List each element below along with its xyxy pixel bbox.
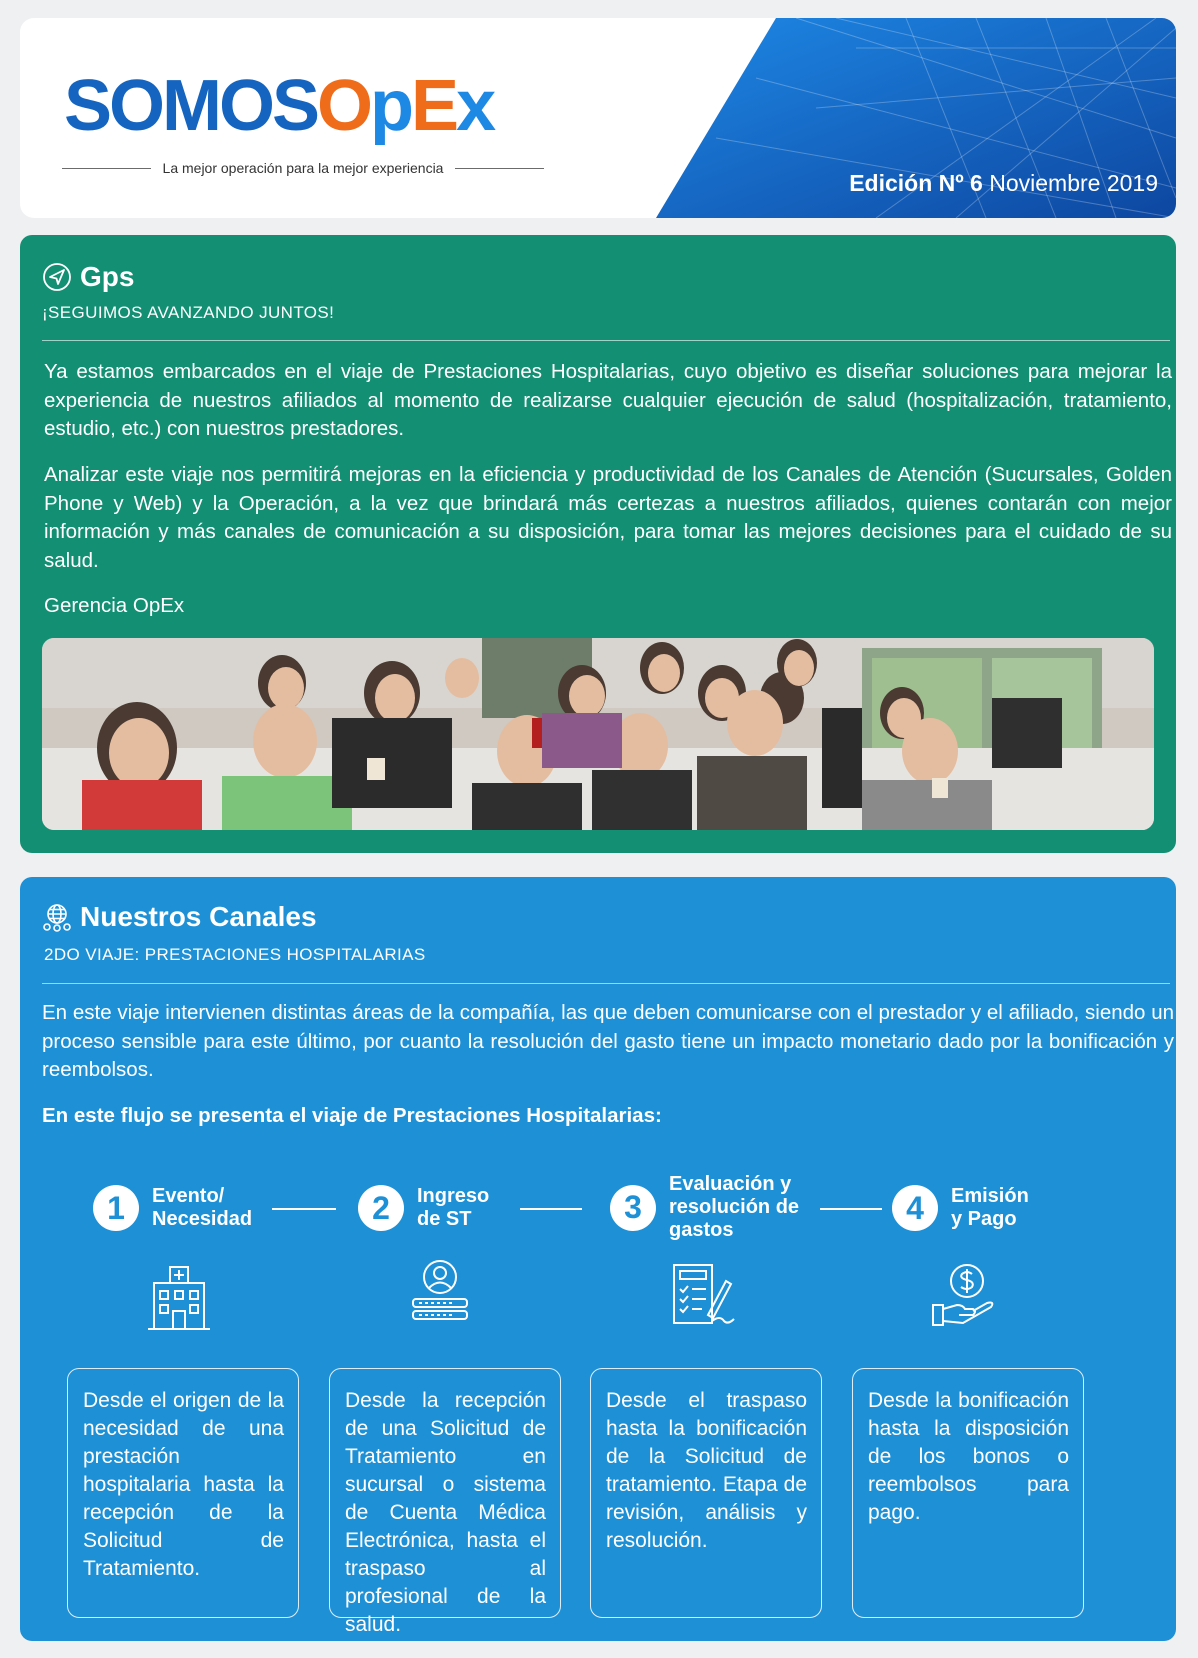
step-label	[951, 1185, 1029, 1231]
flow-step-2	[358, 1185, 489, 1231]
gps-signature: Gerencia OpEx	[44, 594, 185, 617]
flow-connector	[520, 1208, 582, 1210]
step-label	[417, 1185, 489, 1231]
hand-money-icon	[929, 1261, 999, 1331]
flow-step-3	[610, 1173, 799, 1242]
checklist-signature-icon	[668, 1259, 738, 1329]
step-label	[669, 1173, 799, 1242]
step-3-description: Desde el traspaso hasta la bonificación de la Solicitud de tratamiento. Etapa de revisión, análisis y resolución.	[590, 1368, 822, 1618]
step-number: 2	[358, 1185, 404, 1231]
gps-divider	[42, 340, 1170, 341]
edition-number: Edición Nº 6	[849, 170, 983, 196]
step-number: 1	[93, 1185, 139, 1231]
step-4-description: Desde la bonificación hasta la disposición de los bonos o reembolsos para pago.	[852, 1368, 1084, 1618]
gps-section	[20, 235, 1176, 853]
flow-intro: En este flujo se presenta el viaje de Prestaciones Hospitalarias:	[42, 1104, 662, 1127]
logo-p: p	[370, 66, 412, 146]
step-label-line: Ingreso	[417, 1185, 490, 1207]
step-label-line: Emisión	[951, 1185, 1029, 1207]
step-label-line: de ST	[417, 1208, 472, 1230]
step-label-line: resolución de	[669, 1196, 800, 1218]
gps-subtitle: ¡SEGUIMOS AVANZANDO JUNTOS!	[42, 303, 335, 322]
tagline-row	[62, 160, 544, 176]
logo-somos: SOMOS	[64, 66, 318, 146]
canales-subtitle: 2DO VIAJE: PRESTACIONES HOSPITALARIAS	[44, 945, 426, 964]
canales-paragraph: En este viaje intervienen distintas áreas de la compañía, las que deben comunicarse con el prestador y el afiliado, siendo un proceso sensible para este último, por cuanto la resolución del gasto tiene un impacto monetario dado por la bonificación y reembolsos.	[42, 1001, 1174, 1081]
logo-e: E	[411, 66, 457, 146]
step-label	[152, 1185, 252, 1231]
tagline-rule-left	[62, 168, 151, 169]
step-number: 3	[610, 1185, 656, 1231]
canales-title: Nuestros Canales	[80, 901, 317, 932]
flow-step-1	[93, 1185, 252, 1231]
navigation-arrow-icon	[42, 262, 72, 292]
team-group-photo	[42, 638, 1154, 830]
canales-section	[20, 877, 1176, 1641]
gps-paragraph-1: Ya estamos embarcados en el viaje de Prestaciones Hospitalarias, cuyo objetivo es diseñar soluciones para mejorar la experiencia de nuestros afiliados al momento de realizarse cualquier ejecución de salud (hospitalización, tratamiento, estudio, etc.) con nuestros prestadores.	[44, 360, 1172, 440]
flow-connector	[272, 1208, 336, 1210]
step-1-description: Desde el origen de la necesidad de una prestación hospitalaria hasta la recepción de la Solicitud de Tratamiento.	[67, 1368, 299, 1618]
newsletter-header	[20, 18, 1176, 218]
somosopex-logo	[64, 66, 494, 146]
step-2-description: Desde la recepción de una Solicitud de Tratamiento en sucursal o sistema de Cuenta Médica Electrónica, hasta el traspaso al profesional de la salud.	[329, 1368, 561, 1618]
gps-title-row	[42, 261, 134, 293]
globe-network-icon	[42, 902, 72, 932]
tagline: La mejor operación para la mejor experiencia	[162, 160, 444, 176]
flow-step-4	[892, 1185, 1029, 1231]
gps-title: Gps	[80, 261, 135, 292]
step-label-line: Evento/	[152, 1185, 225, 1207]
step-label-line: y Pago	[951, 1208, 1017, 1230]
step-label-line: Evaluación y	[669, 1173, 792, 1195]
edition-info	[849, 170, 1158, 197]
step-label-line: gastos	[669, 1219, 734, 1241]
canales-title-row	[42, 901, 317, 933]
gps-paragraph-2: Analizar este viaje nos permitirá mejoras en la eficiencia y productividad de los Canales de Atención (Sucursales, Golden Phone y Web) y la Operación, a la vez que brindará más certezas a nuestros afiliados, quienes contarán con mejor información y más canales de comunicación a su disposición, para tomar las mejores decisiones para el cuidado de su salud.	[44, 463, 1172, 572]
canales-divider	[42, 983, 1170, 984]
step-number: 4	[892, 1185, 938, 1231]
logo-o: O	[317, 66, 371, 146]
edition-date: Noviembre 2019	[989, 170, 1158, 196]
logo-x: x	[456, 66, 494, 146]
step-label-line: Necesidad	[152, 1208, 253, 1230]
tagline-rule-right	[455, 168, 544, 169]
flow-connector	[820, 1208, 882, 1210]
user-documents-icon	[405, 1257, 475, 1327]
hospital-icon	[144, 1263, 214, 1333]
